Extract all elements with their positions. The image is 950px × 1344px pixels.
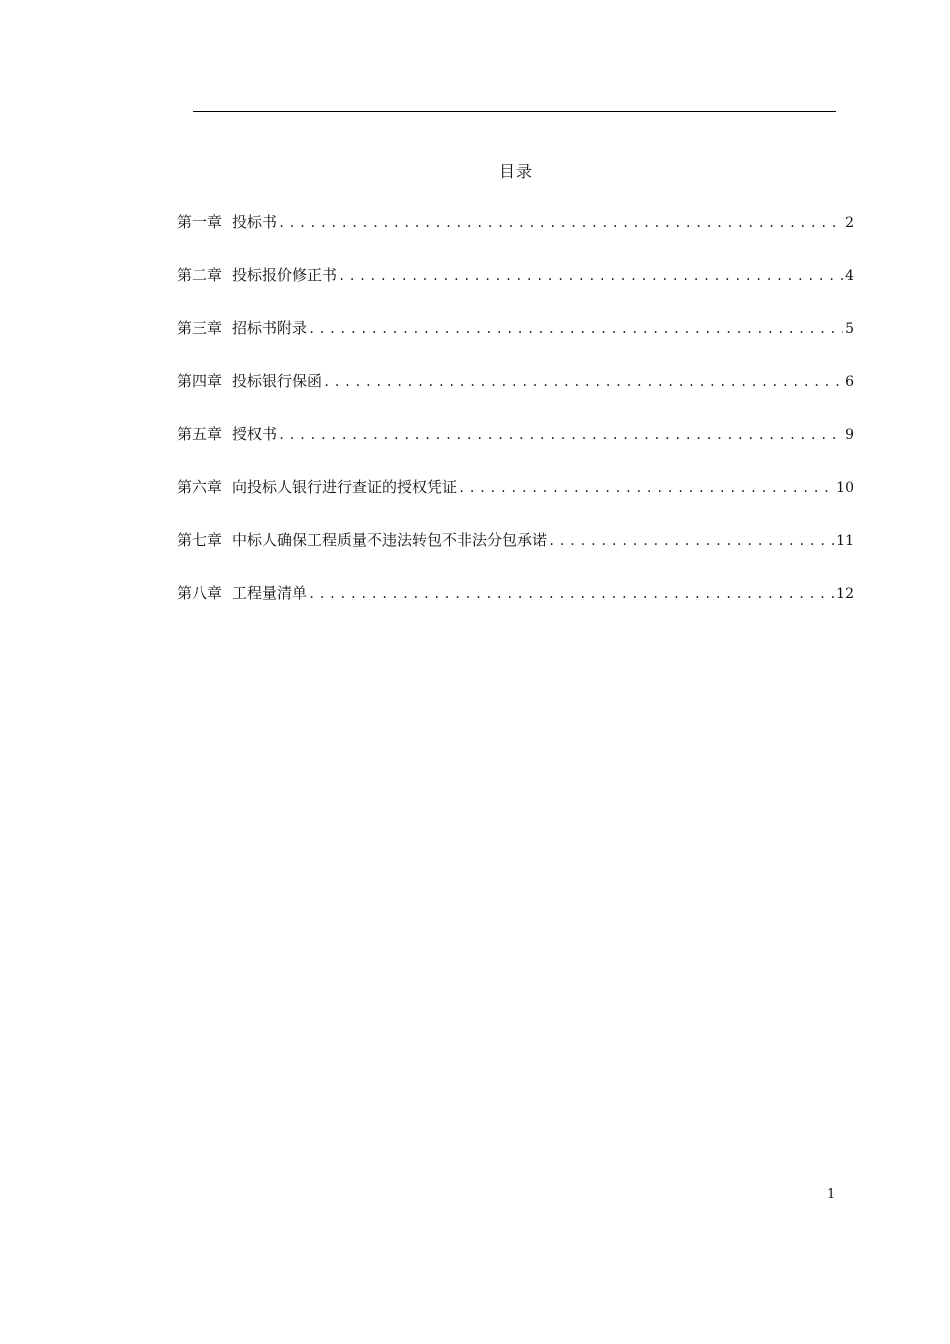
toc-entry-8[interactable] bbox=[177, 581, 854, 634]
toc-chapter-title: 投标书 bbox=[232, 213, 278, 231]
toc-chapter-number: 第一章 bbox=[177, 213, 223, 231]
toc-entry-6[interactable] bbox=[177, 475, 854, 528]
toc-entry-4[interactable] bbox=[177, 369, 854, 422]
toc-chapter-number: 第六章 bbox=[177, 478, 223, 496]
toc-entry-5[interactable] bbox=[177, 422, 854, 475]
toc-chapter-title: 投标银行保函 bbox=[232, 372, 323, 390]
toc-title: 目录 bbox=[498, 162, 533, 181]
toc-chapter-number: 第五章 bbox=[177, 425, 223, 443]
toc-chapter-title: 中标人确保工程质量不违法转包不非法分包承诺 bbox=[232, 531, 548, 549]
toc-chapter-title: 投标报价修正书 bbox=[232, 266, 338, 284]
toc-dot-leader bbox=[278, 211, 843, 235]
toc-dot-leader bbox=[278, 423, 843, 447]
toc-page-number: 2 bbox=[845, 215, 854, 231]
toc-dot-leader bbox=[308, 317, 843, 341]
toc-dot-leader bbox=[323, 370, 843, 394]
toc-entry-3[interactable] bbox=[177, 316, 854, 369]
toc-dot-leader bbox=[548, 529, 834, 553]
toc-chapter-number: 第二章 bbox=[177, 266, 223, 284]
toc-chapter-number: 第四章 bbox=[177, 372, 223, 390]
toc-page-number: 10 bbox=[836, 480, 854, 496]
toc-chapter-number: 第三章 bbox=[177, 319, 223, 337]
toc-chapter-number: 第八章 bbox=[177, 584, 223, 602]
toc-dot-leader bbox=[338, 264, 843, 288]
toc-entry-2[interactable] bbox=[177, 263, 854, 316]
toc-chapter-title: 工程量清单 bbox=[232, 584, 308, 602]
toc-page-number: 5 bbox=[845, 321, 854, 337]
page-number: 1 bbox=[827, 1187, 836, 1202]
toc-page-number: 12 bbox=[836, 586, 854, 602]
toc-entry-1[interactable] bbox=[177, 210, 854, 263]
toc-dot-leader bbox=[458, 476, 834, 500]
toc-page-number: 11 bbox=[836, 533, 854, 549]
header-rule bbox=[193, 111, 836, 112]
toc-page-number: 6 bbox=[845, 374, 854, 390]
toc-page-number: 9 bbox=[845, 427, 854, 443]
toc-chapter-title: 授权书 bbox=[232, 425, 278, 443]
toc-chapter-title: 向投标人银行进行查证的授权凭证 bbox=[232, 478, 458, 496]
toc-chapter-number: 第七章 bbox=[177, 531, 223, 549]
table-of-contents bbox=[177, 210, 854, 634]
toc-page-number: 4 bbox=[845, 268, 854, 284]
toc-entry-7[interactable] bbox=[177, 528, 854, 581]
toc-chapter-title: 招标书附录 bbox=[232, 319, 308, 337]
toc-dot-leader bbox=[308, 582, 834, 606]
